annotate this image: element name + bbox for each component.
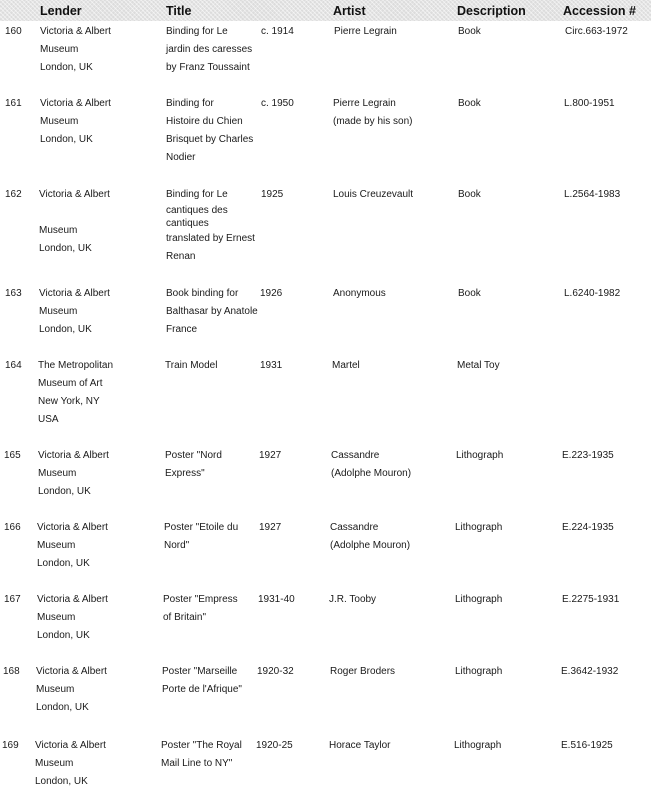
lender-cell-line: Victoria & Albert — [36, 666, 107, 677]
title-cell-line: Poster "The Royal — [161, 740, 242, 751]
description-cell: Book — [458, 189, 481, 200]
title-cell-line: Histoire du Chien — [166, 116, 243, 127]
lender-cell — [35, 737, 106, 791]
date-cell: 1926 — [260, 288, 283, 299]
title-cell — [165, 357, 217, 375]
title-cell-line: Book binding for — [166, 288, 239, 299]
title-cell-line: of Britain" — [163, 612, 207, 623]
lender-cell-line: London, UK — [38, 486, 91, 497]
lender-cell-line: Museum of Art — [38, 378, 103, 389]
row-number: 160 — [5, 26, 22, 37]
title-cell-line: Nodier — [166, 152, 196, 163]
title-cell — [163, 591, 238, 627]
title-cell-line: Poster "Marseille — [162, 666, 238, 677]
lender-cell-line: London, UK — [35, 776, 88, 787]
title-cell-line: Train Model — [165, 360, 218, 371]
accession-cell: L.2564-1983 — [564, 189, 621, 200]
lender-cell-line: Victoria & Albert — [40, 26, 111, 37]
lender-cell-line: Victoria & Albert — [35, 740, 106, 751]
title-cell-line: Express" — [165, 468, 205, 479]
description-cell: Lithograph — [454, 740, 502, 751]
accession-cell: E.3642-1932 — [561, 666, 619, 677]
lender-cell-line: Museum — [40, 44, 79, 55]
lender-cell-line — [39, 204, 110, 222]
description-cell: Metal Toy — [457, 360, 500, 371]
title-cell-line: jardin des caresses — [166, 44, 253, 55]
lender-cell-line: London, UK — [37, 558, 90, 569]
lender-cell-line: Museum — [40, 116, 79, 127]
row-number: 164 — [5, 360, 22, 371]
description-cell: Book — [458, 98, 481, 109]
title-cell-line: Binding for Le — [166, 189, 228, 200]
lender-cell-line: USA — [38, 414, 59, 425]
artist-cell-line: (Adolphe Mouron) — [330, 540, 411, 551]
title-cell-line: Binding for — [166, 98, 214, 109]
lender-cell-line: London, UK — [40, 134, 93, 145]
accession-cell: E.516-1925 — [561, 740, 613, 751]
lender-cell — [38, 447, 109, 501]
title-cell-line: translated by Ernest — [166, 233, 255, 244]
lender-cell-line: Victoria & Albert — [37, 522, 108, 533]
artist-cell-line: Roger Broders — [330, 666, 396, 677]
lender-cell-line: The Metropolitan — [38, 360, 114, 371]
lender-cell-line: Museum — [38, 468, 77, 479]
title-cell — [166, 285, 258, 339]
header-artist: Artist — [333, 4, 366, 18]
date-cell: 1920-32 — [257, 666, 294, 677]
lender-cell — [39, 186, 110, 258]
date-cell: c. 1950 — [261, 98, 294, 109]
lender-cell-line: New York, NY — [38, 396, 100, 407]
title-cell-line: Poster "Empress — [163, 594, 238, 605]
artist-cell-line: Pierre Legrain — [333, 98, 396, 109]
lender-cell — [39, 285, 110, 339]
date-cell: 1927 — [259, 450, 282, 461]
title-cell-line: by Franz Toussaint — [166, 62, 250, 73]
description-cell: Lithograph — [455, 666, 503, 677]
row-number: 161 — [5, 98, 22, 109]
artist-cell-line: Cassandre — [330, 522, 379, 533]
row-number: 165 — [4, 450, 21, 461]
title-cell — [161, 737, 242, 773]
description-cell: Lithograph — [455, 522, 503, 533]
title-cell-line: Binding for Le — [166, 26, 228, 37]
lender-cell-line: London, UK — [39, 324, 92, 335]
lender-cell-line: Museum — [39, 306, 78, 317]
date-cell: c. 1914 — [261, 26, 294, 37]
title-cell-line: Renan — [166, 251, 196, 262]
description-cell: Lithograph — [456, 450, 504, 461]
row-number: 168 — [3, 666, 20, 677]
title-cell — [162, 663, 242, 699]
accession-cell: L.800-1951 — [564, 98, 615, 109]
artist-cell-line: (made by his son) — [333, 116, 413, 127]
artist-cell — [334, 23, 397, 41]
lender-cell — [40, 95, 111, 149]
accession-cell: Circ.663-1972 — [565, 26, 628, 37]
artist-cell-line: Martel — [332, 360, 360, 371]
title-cell-line: Mail Line to NY" — [161, 758, 233, 769]
artist-cell — [333, 95, 412, 131]
title-cell — [165, 447, 222, 483]
artist-cell — [332, 357, 360, 375]
row-number: 163 — [5, 288, 22, 299]
description-cell: Lithograph — [455, 594, 503, 605]
title-cell-line: Balthasar by Anatole — [166, 306, 258, 317]
date-cell: 1925 — [261, 189, 284, 200]
lender-cell-line: Victoria & Albert — [37, 594, 108, 605]
artist-cell-line: Cassandre — [331, 450, 380, 461]
title-cell-line: France — [166, 324, 198, 335]
header-lender: Lender — [40, 4, 82, 18]
artist-cell-line: Anonymous — [333, 288, 386, 299]
lender-cell-line: London, UK — [36, 702, 89, 713]
lender-cell — [40, 23, 111, 77]
title-cell-line: Poster "Nord — [165, 450, 222, 461]
lender-cell-line: Museum — [39, 225, 78, 236]
table-header — [0, 0, 651, 21]
artist-cell-line: Pierre Legrain — [334, 26, 397, 37]
lender-cell-line: Museum — [36, 684, 75, 695]
header-title: Title — [166, 4, 192, 18]
title-cell-line: Porte de l'Afrique" — [162, 684, 242, 695]
lender-cell-line: London, UK — [40, 62, 93, 73]
artist-cell-line: Louis Creuzevault — [333, 189, 414, 200]
row-number: 167 — [4, 594, 21, 605]
artist-cell-line: (Adolphe Mouron) — [331, 468, 412, 479]
artist-cell — [333, 285, 386, 303]
description-cell: Book — [458, 288, 481, 299]
lender-cell — [37, 591, 108, 645]
title-cell — [164, 519, 238, 555]
row-number: 169 — [2, 740, 19, 751]
lender-cell-line: Victoria & Albert — [38, 450, 109, 461]
lender-cell — [37, 519, 108, 573]
title-cell — [166, 23, 252, 77]
artist-cell — [331, 447, 411, 483]
lender-cell-line: Museum — [37, 612, 76, 623]
artist-cell — [330, 519, 410, 555]
lender-cell-line: Museum — [37, 540, 76, 551]
lender-cell-line: Victoria & Albert — [39, 189, 110, 200]
artist-cell-line: Horace Taylor — [329, 740, 391, 751]
title-cell-line: Brisquet by Charles — [166, 134, 254, 145]
accession-cell: E.223-1935 — [562, 450, 614, 461]
date-cell: 1931 — [260, 360, 283, 371]
date-cell: 1931-40 — [258, 594, 295, 605]
accession-cell: E.224-1935 — [562, 522, 614, 533]
lender-cell-line: London, UK — [37, 630, 90, 641]
title-cell-line: cantiques des — [166, 205, 228, 216]
accession-cell: E.2275-1931 — [562, 594, 620, 605]
row-number: 166 — [4, 522, 21, 533]
artist-cell — [329, 737, 391, 755]
header-description: Description — [457, 4, 526, 18]
title-cell-line: Poster "Etoile du — [164, 522, 239, 533]
title-cell — [166, 186, 255, 266]
lender-cell-line: Museum — [35, 758, 74, 769]
lender-cell-line: Victoria & Albert — [40, 98, 111, 109]
date-cell: 1927 — [259, 522, 282, 533]
accession-cell: L.6240-1982 — [564, 288, 621, 299]
header-accession: Accession # — [563, 4, 636, 18]
lender-cell-line: London, UK — [39, 243, 92, 254]
title-cell — [166, 95, 253, 167]
artist-cell — [333, 186, 413, 204]
description-cell: Book — [458, 26, 481, 37]
artist-cell-line: J.R. Tooby — [329, 594, 377, 605]
date-cell: 1920-25 — [256, 740, 293, 751]
title-cell-line: Nord" — [164, 540, 190, 551]
artist-cell — [329, 591, 376, 609]
lender-cell — [36, 663, 107, 717]
lender-cell — [38, 357, 113, 429]
artist-cell — [330, 663, 395, 681]
title-cell-line: cantiques — [166, 218, 209, 229]
row-number: 162 — [5, 189, 22, 200]
lender-cell-line: Victoria & Albert — [39, 288, 110, 299]
